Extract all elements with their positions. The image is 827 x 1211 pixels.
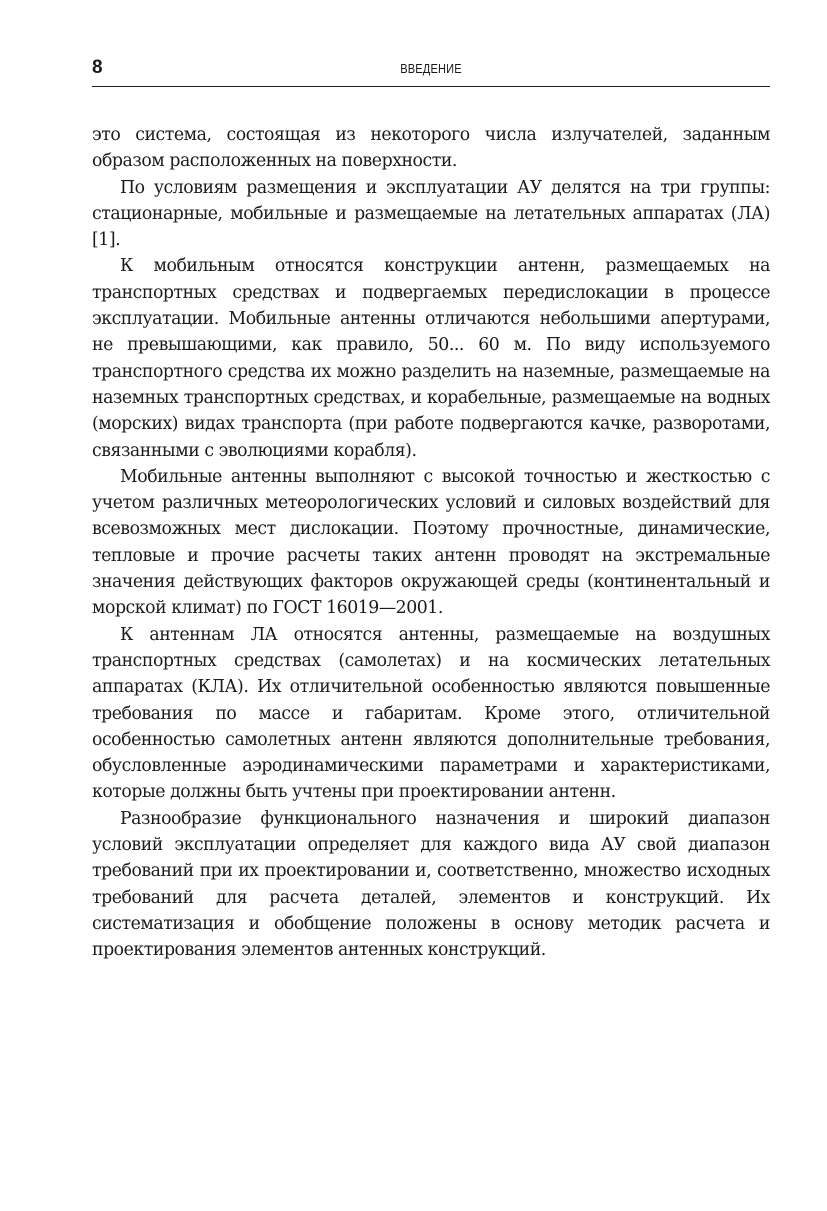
page-number: 8 xyxy=(92,57,103,78)
paragraph: К мобильным относятся конструкции антенн, размещаемых на транспортных средствах и подвергаемых передислокации в процессе эксплуатации. Мобильные антенны отличаются небольшими апертурами, не превышающими, как правило, 50... 60 м. По виду используемого транспортного средства их можно разделить на наземные, размещаемые на наземных транспортных средствах, и корабельные, размещаемые на водных (морских) видах транспорта (при работе подвергаются качке, разворотами, связанными с эволюциями корабля). xyxy=(92,256,770,461)
body-text xyxy=(92,122,770,964)
paragraph-continuation: это система, состоящая из некоторого числа излучателей, заданным образом расположенных на поверхности. xyxy=(92,125,770,172)
page-header xyxy=(92,56,770,87)
paragraph: По условиям размещения и эксплуатации АУ делятся на три группы: стационарные, мобильные и размещаемые на летательных аппаратах (ЛА) [1]. xyxy=(92,177,770,251)
paragraph: К антеннам ЛА относятся антенны, размещаемые на воздушных транспортных средствах (самолетах) и на космических летательных аппаратах (КЛА). Их отличительной особенностью являются повышенные требования по массе и габаритам. Кроме этого, отличительной особенностью самолетных антенн являются дополнительные требования, обусловленные аэродинамическими параметрами и характеристиками, которые должны быть учтены при проектировании антенн. xyxy=(92,624,770,803)
paragraph: Мобильные антенны выполняют с высокой точностью и жесткостью с учетом различных метеорологических условий и силовых воздействий для всевозможных мест дислокации. Поэтому прочностные, динамические, тепловые и прочие расчеты таких антенн проводят на экстремальные значения действующих факторов окружающей среды (континентальный и морской климат) по ГОСТ 16019—2001. xyxy=(92,466,770,619)
running-title: ВВЕДЕНИЕ xyxy=(400,61,462,76)
paragraph: Разнообразие функционального назначения и широкий диапазон условий эксплуатации определяет для каждого вида АУ свой диапазон требований при их проектировании и, соответственно, множество исходных требований для расчета деталей, элементов и конструкций. Их систематизация и обобщение положены в основу методик расчета и проектирования элементов антенных конструкций. xyxy=(92,808,770,961)
